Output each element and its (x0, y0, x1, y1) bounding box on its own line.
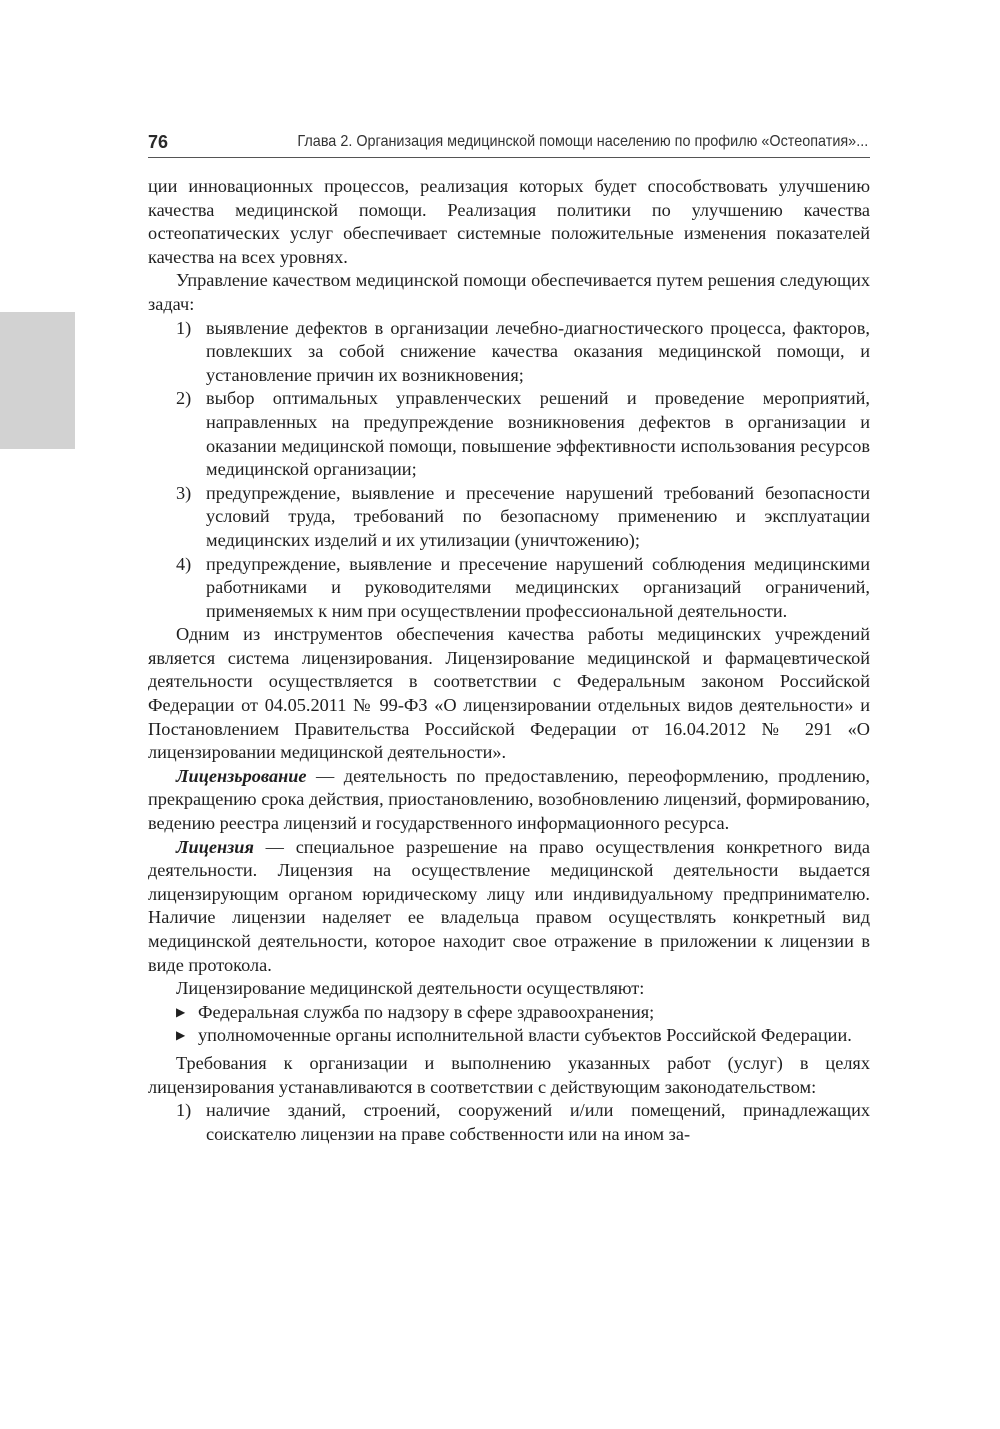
definition-licensing (148, 765, 870, 836)
running-head: Глава 2. Организация медицинской помощи населению по профилю «Остеопатия»... (297, 133, 868, 150)
body-text (148, 175, 870, 1146)
paragraph-intro: ции инновационных процессов, реализация которых будет способствовать улучшению качества медицинской помощи. Реализация политики по улучшению качества остеопатических услуг обеспечивает системные положительные изменения показателей качества на всех уровнях. (148, 176, 870, 267)
bullet-item-text: уполномоченные органы исполнительной власти субъектов Российской Федерации. (198, 1025, 852, 1046)
definition-term: Лицензия (176, 836, 254, 857)
authorities-list (148, 1001, 870, 1048)
tasks-list (148, 317, 870, 624)
list-item-text: выявление дефектов в организации лечебно-диагностического процесса, факторов, повлекших за собой снижение качества оказания медицинской помощи, и установление причин их возникновения; (206, 317, 870, 385)
list-number: 1) (176, 317, 192, 338)
paragraph-tasks-lead: Управление качеством медицинской помощи обеспечивается путем решения следующих задач: (148, 270, 870, 314)
list-number: 1) (176, 1100, 192, 1121)
list-item-text: предупреждение, выявление и пресечение нарушений соблюдения медицинскими работниками и руководителями медицинских организаций ограничений, применяемых к ним при осуществлении профессиональной деятельности. (206, 553, 870, 621)
bullet-item-text: Федеральная служба по надзору в сфере здравоохранения; (198, 1001, 655, 1022)
page-header (148, 130, 870, 158)
definition-text: — специальное разрешение на право осуществления конкретного вида деятельности. Лицензия на осуществление медицинской деятельности выдается лицензирующим органом юридическому лицу или индивидуальному предпринимателю. Наличие лицензии наделяет ее владельца правом осуществлять конкретный вид медицинской деятельности, которое находит свое отражение в приложении к лицензии в виде протокола. (148, 836, 870, 975)
side-thumb-tab (0, 312, 75, 449)
definition-license (148, 836, 870, 978)
header-rule (148, 157, 870, 158)
triangle-bullet-icon: ▶ (176, 1004, 186, 1019)
list-item (148, 482, 870, 553)
list-item-text: выбор оптимальных управленческих решений и проведение мероприятий, направленных на предупреждение возникновения дефектов в организации и оказании медицинской помощи, повышение эффективности использования ресурсов медицинской организации; (206, 388, 870, 480)
page-number: 76 (148, 132, 169, 152)
definition-term: Лицензьрование (176, 765, 307, 786)
list-item (148, 387, 870, 481)
list-number: 2) (176, 388, 192, 409)
requirements-list (148, 1099, 870, 1146)
list-item-text: наличие зданий, строений, сооружений и/или помещений, принадлежащих соискателю лицензии на праве собственности или на ином за- (206, 1100, 870, 1144)
triangle-bullet-icon: ▶ (176, 1028, 186, 1043)
paragraph-requirements-lead: Требования к организации и выполнению указанных работ (услуг) в целях лицензирования устанавливаются в соответствии с действующим законодательством: (148, 1052, 870, 1097)
bullet-item (148, 1024, 870, 1048)
list-number: 3) (176, 482, 192, 503)
paragraph-authorities-lead: Лицензирование медицинской деятельности осуществляют: (176, 978, 645, 999)
definition-text: — деятельность по предоставлению, переоформлению, продлению, прекращению срока действия, приостановлению, возобновлению лицензий, формированию, ведению реестра лицензий и государственного информационного ресурса. (148, 765, 870, 834)
list-item (148, 1099, 870, 1146)
list-number: 4) (176, 553, 192, 574)
list-item-text: предупреждение, выявление и пресечение нарушений требований безопасности условий труда, требований по безопасному применению и эксплуатации медицинских изделий и их утилизации (уничтожению); (206, 482, 870, 550)
paragraph-licensing: Одним из инструментов обеспечения качества работы медицинских учреждений является система лицензирования. Лицензирование медицинской и фармацевтической деятельности осуществляется в соответствии с Федеральным законом Российской Федерации от 04.05.2011 № 99-ФЗ «О лицензировании отдельных видов деятельности» и Постановлением Правительства Российской Федерации от 16.04.2012 № 291 «О лицензировании медицинской деятельности». (148, 624, 870, 763)
list-item (148, 553, 870, 624)
bullet-item (148, 1001, 870, 1025)
list-item (148, 317, 870, 388)
